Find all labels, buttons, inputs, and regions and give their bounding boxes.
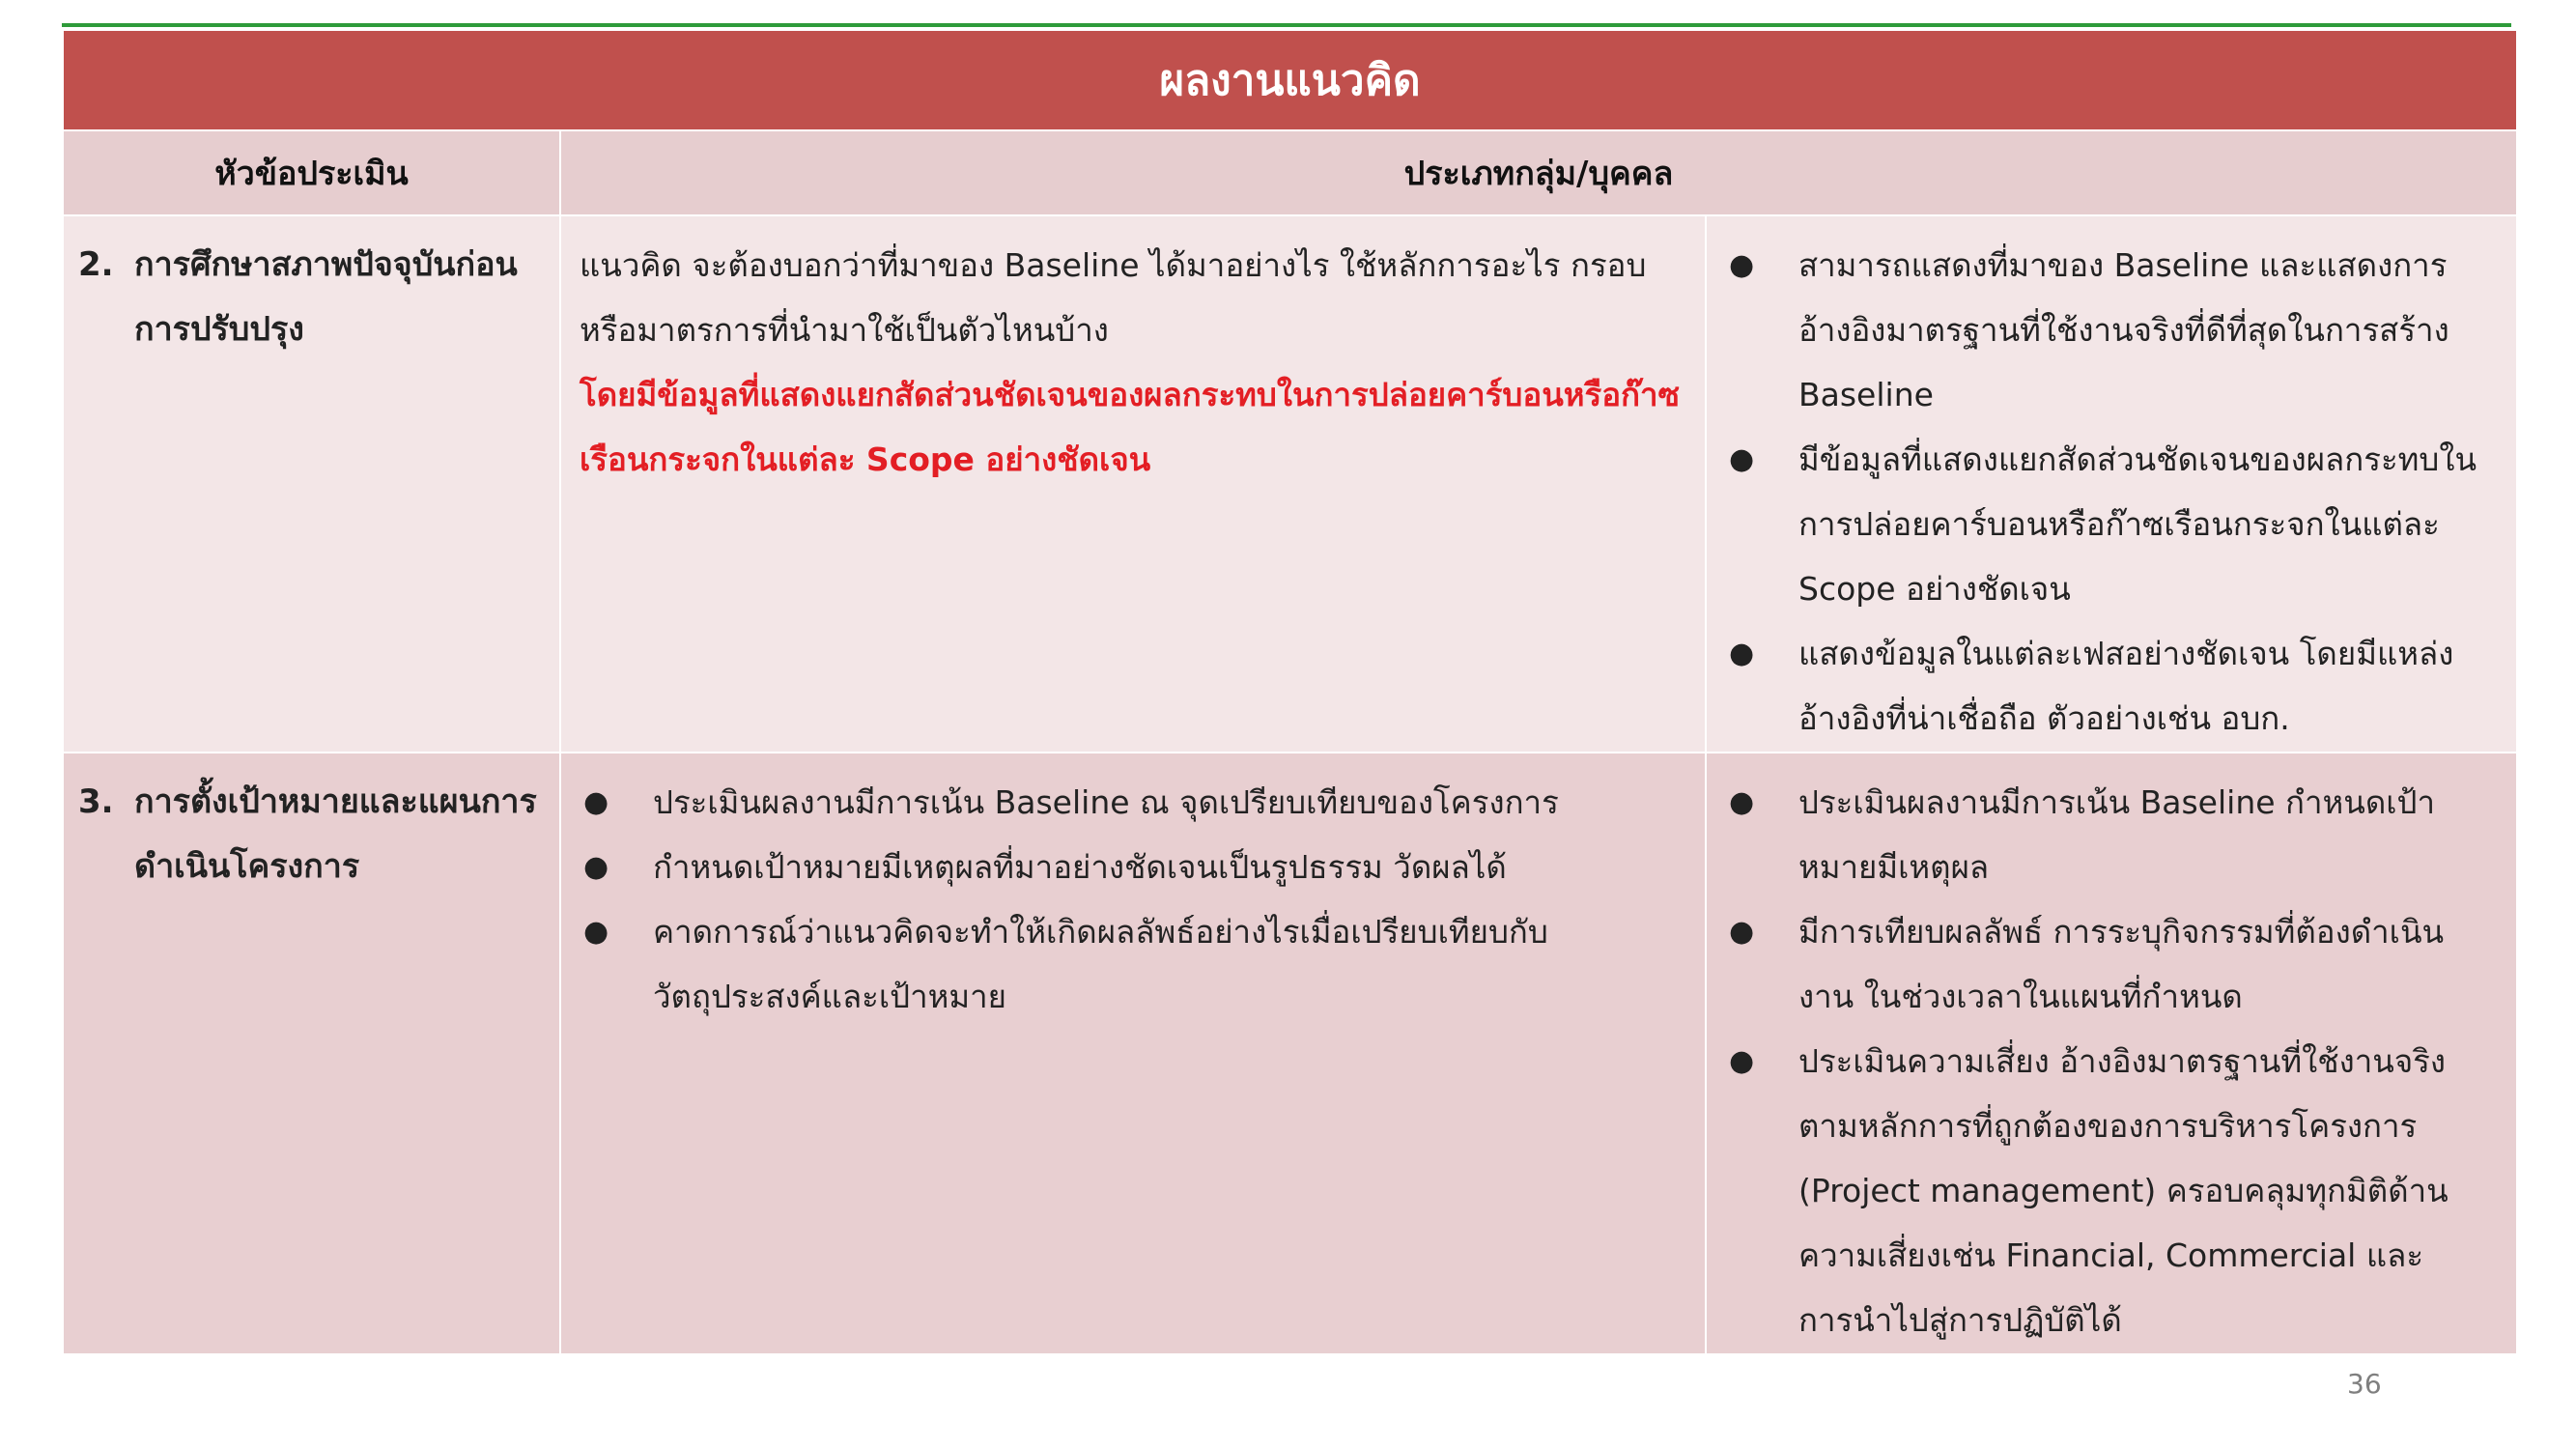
list-item	[1725, 427, 2498, 621]
topic-title: การตั้งเป้าหมายและแผนการดำเนินโครงการ	[134, 782, 537, 886]
top-green-rule	[62, 23, 2511, 27]
topic-number: 2.	[78, 245, 114, 284]
page-number: 36	[2347, 1368, 2382, 1400]
criteria-cell	[1706, 215, 2517, 753]
header-row	[63, 130, 2517, 215]
topic-cell	[63, 215, 560, 753]
list-item	[1725, 770, 2498, 899]
column-header-topic: หัวข้อประเมิน	[63, 130, 560, 215]
topic-title: การศึกษาสภาพปัจจุบันก่อนการปรับปรุง	[134, 245, 518, 349]
bullet-icon: ●	[1729, 785, 1755, 819]
topic-cell	[63, 753, 560, 1354]
list-item	[580, 770, 1686, 835]
criteria-list	[1708, 217, 2515, 751]
list-item	[1725, 899, 2498, 1029]
title-row	[63, 30, 2517, 130]
list-item-text: ประเมินความเสี่ยง อ้างอิงมาตรฐานที่ใช้งานจริงตามหลักการที่ถูกต้องของการบริหารโครงการ (Project management) ครอบคลุมทุกมิติด้านความเสี่ยงเช่น Financial, Commercial และการนำไปสู่การปฏิบัติได้	[1798, 1042, 2449, 1339]
table-row	[63, 215, 2517, 753]
list-item	[580, 835, 1686, 899]
list-item-text: กำหนดเป้าหมายมีเหตุผลที่มาอย่างชัดเจนเป็นรูปธรรม วัดผลได้	[653, 848, 1507, 886]
list-item-text: ประเมินผลงานมีการเน้น Baseline กำหนดเป้าหมายมีเหตุผล	[1798, 783, 2436, 886]
bullet-icon: ●	[1729, 1044, 1755, 1078]
concept-highlight-text: โดยมีข้อมูลที่แสดงแยกสัดส่วนชัดเจนของผลกระทบในการปล่อยคาร์บอนหรือก๊าซเรือนกระจกในแต่ละ Scope อย่างชัดเจน	[580, 376, 1680, 478]
list-item-text: แสดงข้อมูลในแต่ละเฟสอย่างชัดเจน โดยมีแหล่งอ้างอิงที่น่าเชื่อถือ ตัวอย่างเช่น อบก.	[1798, 635, 2454, 737]
list-item	[580, 899, 1686, 1029]
list-item-text: มีข้อมูลที่แสดงแยกสัดส่วนชัดเจนของผลกระทบในการปล่อยคาร์บอนหรือก๊าซเรือนกระจกในแต่ละ Scope อย่างชัดเจน	[1798, 440, 2477, 608]
concept-list	[562, 754, 1704, 1029]
list-item	[1725, 233, 2498, 427]
slide-title: ผลงานแนวคิด	[63, 30, 2517, 130]
bullet-icon: ●	[583, 915, 609, 949]
bullet-icon: ●	[583, 850, 609, 884]
concept-text: แนวคิด จะต้องบอกว่าที่มาของ Baseline ได้มาอย่างไร ใช้หลักการอะไร กรอบหรือมาตรการที่นำมาใช้เป็นตัวไหนบ้าง	[580, 246, 1647, 349]
evaluation-table	[62, 29, 2518, 1355]
bullet-icon: ●	[583, 785, 609, 819]
criteria-cell	[1706, 753, 2517, 1354]
list-item	[1725, 1029, 2498, 1352]
bullet-icon: ●	[1729, 248, 1755, 282]
list-item-text: มีการเทียบผลลัพธ์ การระบุกิจกรรมที่ต้องดำเนินงาน ในช่วงเวลาในแผนที่กำหนด	[1798, 913, 2445, 1015]
list-item-text: สามารถแสดงที่มาของ Baseline และแสดงการอ้างอิงมาตรฐานที่ใช้งานจริงที่ดีที่สุดในการสร้าง Baseline	[1798, 246, 2449, 413]
concept-cell	[560, 215, 1706, 753]
criteria-list	[1708, 754, 2515, 1352]
list-item-text: คาดการณ์ว่าแนวคิดจะทำให้เกิดผลลัพธ์อย่างไรเมื่อเปรียบเทียบกับวัตถุประสงค์และเป้าหมาย	[653, 913, 1548, 1015]
bullet-icon: ●	[1729, 637, 1755, 670]
bullet-icon: ●	[1729, 442, 1755, 476]
concept-cell	[560, 753, 1706, 1354]
column-header-group: ประเภทกลุ่ม/บุคคล	[560, 130, 2517, 215]
bullet-icon: ●	[1729, 915, 1755, 949]
table-row	[63, 753, 2517, 1354]
topic-number: 3.	[78, 782, 114, 821]
list-item	[1725, 621, 2498, 751]
list-item-text: ประเมินผลงานมีการเน้น Baseline ณ จุดเปรียบเทียบของโครงการ	[653, 783, 1559, 821]
